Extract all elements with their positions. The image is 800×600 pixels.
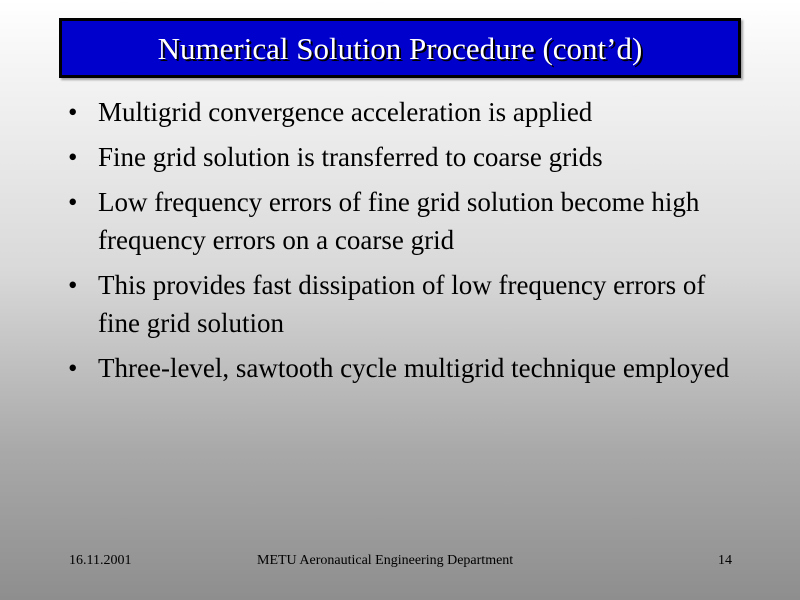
bullet-point-icon: • [68, 142, 78, 172]
title-bar [59, 18, 741, 78]
bullet-point-icon: • [68, 97, 78, 127]
bullet-text: Three-level, sawtooth cycle multigrid technique employed [98, 353, 730, 383]
bullet-text: Multigrid convergence acceleration is applied [98, 97, 593, 127]
footer-department: METU Aeronautical Engineering Department [257, 553, 514, 568]
bullet-item-fine-grid [68, 138, 748, 176]
bullet-text: Fine grid solution is transferred to coarse grids [98, 142, 603, 172]
title-panel [62, 21, 738, 75]
slide-title: Numerical Solution Procedure (cont’d) [157, 30, 643, 66]
footer-date: 16.11.2001 [69, 553, 132, 568]
bullet-list [68, 93, 748, 394]
bullet-point-icon: • [68, 270, 78, 300]
bullet-item-dissipation [68, 266, 748, 342]
bullet-point-icon: • [68, 353, 78, 383]
bullet-item-multigrid [68, 93, 748, 131]
bullet-item-frequency-errors [68, 183, 748, 259]
bullet-text: This provides fast dissipation of low frequency errors of fine grid solution [98, 270, 706, 338]
footer-page-number: 14 [718, 553, 732, 568]
bullet-item-three-level [68, 349, 748, 387]
bullet-point-icon: • [68, 187, 78, 217]
bullet-text: Low frequency errors of fine grid solution become high frequency errors on a coarse grid [98, 187, 700, 255]
